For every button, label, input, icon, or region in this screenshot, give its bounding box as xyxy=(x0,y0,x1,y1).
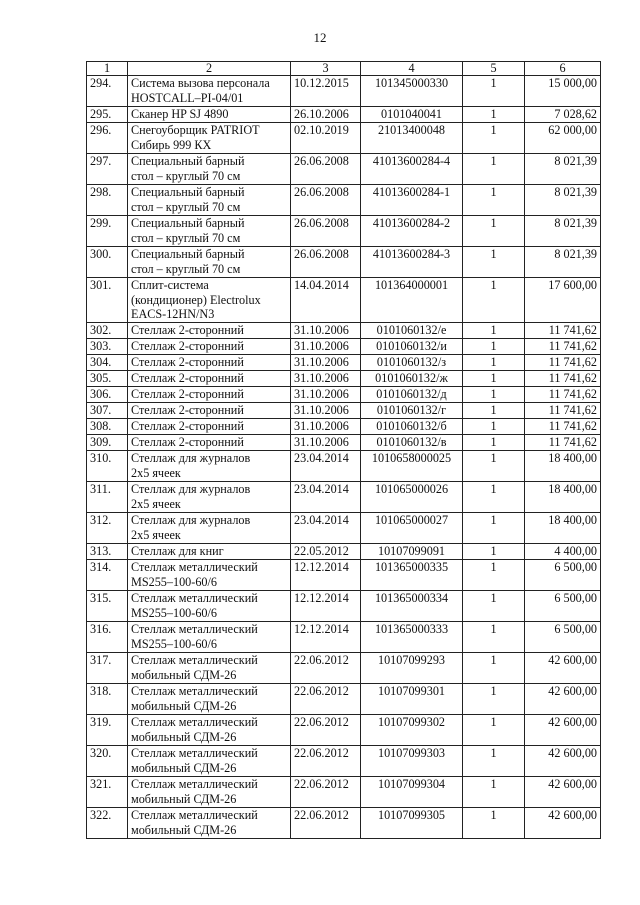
item-name-cell xyxy=(128,544,291,560)
cost-cell: 8 021,39 xyxy=(525,154,601,185)
item-name-line: 2х5 ячеек xyxy=(131,527,181,542)
cost-cell: 4 400,00 xyxy=(525,544,601,560)
item-name-cell xyxy=(128,715,291,746)
row-number-cell: 320. xyxy=(87,746,128,777)
cost-cell: 8 021,39 xyxy=(525,247,601,278)
inventory-number-cell: 41013600284-3 xyxy=(361,247,463,278)
table-row xyxy=(87,482,601,513)
row-number-cell: 302. xyxy=(87,323,128,339)
quantity-cell: 1 xyxy=(463,278,525,323)
date-cell: 31.10.2006 xyxy=(291,323,361,339)
quantity-cell: 1 xyxy=(463,560,525,591)
row-number-cell: 297. xyxy=(87,154,128,185)
row-number-cell: 318. xyxy=(87,684,128,715)
cost-cell: 11 741,62 xyxy=(525,403,601,419)
date-cell: 22.06.2012 xyxy=(291,808,361,839)
item-name-line: Стеллаж металлический xyxy=(131,653,258,667)
item-name-cell xyxy=(128,323,291,339)
table-row xyxy=(87,107,601,123)
item-name-cell xyxy=(128,185,291,216)
quantity-cell: 1 xyxy=(463,403,525,419)
item-name-cell xyxy=(128,247,291,278)
quantity-cell: 1 xyxy=(463,355,525,371)
quantity-cell: 1 xyxy=(463,513,525,544)
row-number-cell: 294. xyxy=(87,76,128,107)
date-cell: 23.04.2014 xyxy=(291,513,361,544)
item-name-cell xyxy=(128,403,291,419)
date-cell: 22.06.2012 xyxy=(291,777,361,808)
quantity-cell: 1 xyxy=(463,419,525,435)
item-name-cell xyxy=(128,123,291,154)
table-row xyxy=(87,387,601,403)
item-name-line: Сплит-система xyxy=(131,278,209,292)
item-name-cell xyxy=(128,216,291,247)
date-cell: 14.04.2014 xyxy=(291,278,361,323)
page-number: 12 xyxy=(313,30,327,45)
item-name-cell xyxy=(128,684,291,715)
item-name-line: Стеллаж 2-сторонний xyxy=(131,403,244,417)
row-number-cell: 309. xyxy=(87,435,128,451)
item-name-line: мобильный СДМ-26 xyxy=(131,791,237,806)
quantity-cell: 1 xyxy=(463,451,525,482)
date-cell: 31.10.2006 xyxy=(291,435,361,451)
item-name-cell xyxy=(128,278,291,323)
inventory-number-cell: 0101060132/б xyxy=(361,419,463,435)
item-name-line: стол – круглый 70 см xyxy=(131,168,241,183)
cost-cell: 42 600,00 xyxy=(525,715,601,746)
inventory-number-cell: 10107099304 xyxy=(361,777,463,808)
table-row xyxy=(87,684,601,715)
item-name-line: мобильный СДМ-26 xyxy=(131,667,237,682)
quantity-cell: 1 xyxy=(463,591,525,622)
row-number-cell: 317. xyxy=(87,653,128,684)
inventory-number-cell: 41013600284-1 xyxy=(361,185,463,216)
cost-cell: 18 400,00 xyxy=(525,482,601,513)
inventory-number-cell: 101365000333 xyxy=(361,622,463,653)
item-name-cell xyxy=(128,777,291,808)
table-row xyxy=(87,355,601,371)
item-name-line: Система вызова персонала xyxy=(131,76,270,90)
quantity-cell: 1 xyxy=(463,482,525,513)
table-row xyxy=(87,746,601,777)
quantity-cell: 1 xyxy=(463,154,525,185)
date-cell: 22.06.2012 xyxy=(291,746,361,777)
inventory-number-cell: 10107099293 xyxy=(361,653,463,684)
item-name-line: Сканер HP SJ 4890 xyxy=(131,107,229,121)
table-row xyxy=(87,154,601,185)
cost-cell: 18 400,00 xyxy=(525,513,601,544)
cost-cell: 15 000,00 xyxy=(525,76,601,107)
column-header: 4 xyxy=(361,62,463,76)
table-row xyxy=(87,591,601,622)
inventory-number-cell: 101365000335 xyxy=(361,560,463,591)
quantity-cell: 1 xyxy=(463,76,525,107)
inventory-number-cell: 0101060132/ж xyxy=(361,371,463,387)
cost-cell: 62 000,00 xyxy=(525,123,601,154)
table-row xyxy=(87,278,601,323)
quantity-cell: 1 xyxy=(463,216,525,247)
column-header: 2 xyxy=(128,62,291,76)
inventory-number-cell: 0101060132/г xyxy=(361,403,463,419)
item-name-line: HOSTCALL–PI-04/01 xyxy=(131,90,244,105)
item-name-line: Специальный барный xyxy=(131,154,245,168)
item-name-line: (кондиционер) Electrolux xyxy=(131,292,261,307)
date-cell: 31.10.2006 xyxy=(291,403,361,419)
item-name-cell xyxy=(128,622,291,653)
item-name-line: Стеллаж металлический xyxy=(131,777,258,791)
cost-cell: 8 021,39 xyxy=(525,216,601,247)
inventory-number-cell: 41013600284-4 xyxy=(361,154,463,185)
item-name-line: мобильный СДМ-26 xyxy=(131,822,237,837)
cost-cell: 42 600,00 xyxy=(525,653,601,684)
inventory-number-cell: 0101060132/и xyxy=(361,339,463,355)
item-name-line: Стеллаж для журналов xyxy=(131,451,251,465)
item-name-line: 2х5 ячеек xyxy=(131,496,181,511)
quantity-cell: 1 xyxy=(463,387,525,403)
row-number-cell: 319. xyxy=(87,715,128,746)
item-name-cell xyxy=(128,371,291,387)
date-cell: 26.06.2008 xyxy=(291,216,361,247)
item-name-line: Стеллаж металлический xyxy=(131,560,258,574)
inventory-number-cell: 0101060132/з xyxy=(361,355,463,371)
row-number-cell: 301. xyxy=(87,278,128,323)
item-name-cell xyxy=(128,808,291,839)
item-name-line: EACS-12HN/N3 xyxy=(131,307,215,321)
item-name-line: Стеллаж металлический xyxy=(131,746,258,760)
quantity-cell: 1 xyxy=(463,185,525,216)
inventory-number-cell: 0101040041 xyxy=(361,107,463,123)
quantity-cell: 1 xyxy=(463,435,525,451)
table-row xyxy=(87,76,601,107)
item-name-line: Стеллаж для книг xyxy=(131,544,224,558)
cost-cell: 42 600,00 xyxy=(525,746,601,777)
table-row xyxy=(87,544,601,560)
row-number-cell: 308. xyxy=(87,419,128,435)
table-row xyxy=(87,419,601,435)
inventory-number-cell: 101365000334 xyxy=(361,591,463,622)
quantity-cell: 1 xyxy=(463,371,525,387)
inventory-number-cell: 41013600284-2 xyxy=(361,216,463,247)
date-cell: 23.04.2014 xyxy=(291,482,361,513)
cost-cell: 18 400,00 xyxy=(525,451,601,482)
item-name-line: MS255–100-60/6 xyxy=(131,636,217,651)
table-row xyxy=(87,560,601,591)
inventory-number-cell: 101065000027 xyxy=(361,513,463,544)
item-name-line: Стеллаж 2-сторонний xyxy=(131,323,244,337)
quantity-cell: 1 xyxy=(463,323,525,339)
item-name-line: Стеллаж 2-сторонний xyxy=(131,419,244,433)
table-row xyxy=(87,808,601,839)
row-number-cell: 305. xyxy=(87,371,128,387)
item-name-line: Стеллаж 2-сторонний xyxy=(131,371,244,385)
row-number-cell: 299. xyxy=(87,216,128,247)
cost-cell: 11 741,62 xyxy=(525,323,601,339)
row-number-cell: 296. xyxy=(87,123,128,154)
table-row xyxy=(87,371,601,387)
row-number-cell: 295. xyxy=(87,107,128,123)
date-cell: 12.12.2014 xyxy=(291,591,361,622)
row-number-cell: 300. xyxy=(87,247,128,278)
quantity-cell: 1 xyxy=(463,622,525,653)
table-body xyxy=(87,76,601,839)
quantity-cell: 1 xyxy=(463,107,525,123)
table-row xyxy=(87,123,601,154)
cost-cell: 6 500,00 xyxy=(525,622,601,653)
date-cell: 26.06.2008 xyxy=(291,154,361,185)
date-cell: 26.10.2006 xyxy=(291,107,361,123)
item-name-line: Снегоуборщик PATRIOT xyxy=(131,123,260,137)
item-name-line: Стеллаж 2-сторонний xyxy=(131,435,244,449)
item-name-line: Стеллаж 2-сторонний xyxy=(131,339,244,353)
table-row xyxy=(87,653,601,684)
item-name-line: Стеллаж металлический xyxy=(131,622,258,636)
inventory-number-cell: 1010658000025 xyxy=(361,451,463,482)
inventory-table xyxy=(86,61,601,839)
header-row xyxy=(87,62,601,76)
item-name-line: мобильный СДМ-26 xyxy=(131,729,237,744)
item-name-cell xyxy=(128,339,291,355)
cost-cell: 11 741,62 xyxy=(525,371,601,387)
inventory-number-cell: 0101060132/д xyxy=(361,387,463,403)
cost-cell: 6 500,00 xyxy=(525,591,601,622)
item-name-line: MS255–100-60/6 xyxy=(131,574,217,589)
item-name-cell xyxy=(128,154,291,185)
date-cell: 31.10.2006 xyxy=(291,355,361,371)
cost-cell: 11 741,62 xyxy=(525,339,601,355)
quantity-cell: 1 xyxy=(463,123,525,154)
item-name-line: Специальный барный xyxy=(131,216,245,230)
inventory-number-cell: 10107099302 xyxy=(361,715,463,746)
column-header: 6 xyxy=(525,62,601,76)
row-number-cell: 321. xyxy=(87,777,128,808)
item-name-cell xyxy=(128,746,291,777)
table-row xyxy=(87,339,601,355)
date-cell: 31.10.2006 xyxy=(291,339,361,355)
date-cell: 31.10.2006 xyxy=(291,387,361,403)
table-row xyxy=(87,513,601,544)
item-name-cell xyxy=(128,653,291,684)
item-name-line: Стеллаж металлический xyxy=(131,591,258,605)
quantity-cell: 1 xyxy=(463,247,525,278)
item-name-line: MS255–100-60/6 xyxy=(131,605,217,620)
cost-cell: 11 741,62 xyxy=(525,419,601,435)
date-cell: 26.06.2008 xyxy=(291,247,361,278)
item-name-cell xyxy=(128,560,291,591)
date-cell: 10.12.2015 xyxy=(291,76,361,107)
cost-cell: 11 741,62 xyxy=(525,435,601,451)
item-name-line: стол – круглый 70 см xyxy=(131,230,241,245)
item-name-line: Стеллаж для журналов xyxy=(131,513,251,527)
item-name-line: стол – круглый 70 см xyxy=(131,261,241,276)
row-number-cell: 322. xyxy=(87,808,128,839)
table-row xyxy=(87,247,601,278)
row-number-cell: 313. xyxy=(87,544,128,560)
quantity-cell: 1 xyxy=(463,544,525,560)
item-name-line: мобильный СДМ-26 xyxy=(131,760,237,775)
item-name-line: Стеллаж 2-сторонний xyxy=(131,387,244,401)
item-name-cell xyxy=(128,482,291,513)
item-name-line: Сибирь 999 КХ xyxy=(131,137,212,152)
item-name-line: Специальный барный xyxy=(131,185,245,199)
table-row xyxy=(87,403,601,419)
row-number-cell: 314. xyxy=(87,560,128,591)
row-number-cell: 298. xyxy=(87,185,128,216)
date-cell: 22.05.2012 xyxy=(291,544,361,560)
quantity-cell: 1 xyxy=(463,684,525,715)
item-name-cell xyxy=(128,591,291,622)
date-cell: 22.06.2012 xyxy=(291,653,361,684)
item-name-cell xyxy=(128,513,291,544)
item-name-line: Стеллаж металлический xyxy=(131,684,258,698)
cost-cell: 6 500,00 xyxy=(525,560,601,591)
row-number-cell: 306. xyxy=(87,387,128,403)
row-number-cell: 316. xyxy=(87,622,128,653)
item-name-line: мобильный СДМ-26 xyxy=(131,698,237,713)
item-name-cell xyxy=(128,435,291,451)
row-number-cell: 310. xyxy=(87,451,128,482)
inventory-number-cell: 21013400048 xyxy=(361,123,463,154)
date-cell: 02.10.2019 xyxy=(291,123,361,154)
date-cell: 12.12.2014 xyxy=(291,560,361,591)
row-number-cell: 312. xyxy=(87,513,128,544)
inventory-number-cell: 0101060132/в xyxy=(361,435,463,451)
date-cell: 12.12.2014 xyxy=(291,622,361,653)
row-number-cell: 303. xyxy=(87,339,128,355)
inventory-number-cell: 10107099301 xyxy=(361,684,463,715)
quantity-cell: 1 xyxy=(463,746,525,777)
date-cell: 22.06.2012 xyxy=(291,715,361,746)
inventory-number-cell: 0101060132/e xyxy=(361,323,463,339)
date-cell: 23.04.2014 xyxy=(291,451,361,482)
quantity-cell: 1 xyxy=(463,653,525,684)
date-cell: 26.06.2008 xyxy=(291,185,361,216)
cost-cell: 11 741,62 xyxy=(525,355,601,371)
item-name-cell xyxy=(128,107,291,123)
table-row xyxy=(87,451,601,482)
item-name-cell xyxy=(128,387,291,403)
table-row xyxy=(87,435,601,451)
inventory-number-cell: 10107099305 xyxy=(361,808,463,839)
table-row xyxy=(87,715,601,746)
cost-cell: 17 600,00 xyxy=(525,278,601,323)
quantity-cell: 1 xyxy=(463,777,525,808)
quantity-cell: 1 xyxy=(463,339,525,355)
date-cell: 22.06.2012 xyxy=(291,684,361,715)
row-number-cell: 311. xyxy=(87,482,128,513)
cost-cell: 42 600,00 xyxy=(525,684,601,715)
inventory-number-cell: 101364000001 xyxy=(361,278,463,323)
item-name-line: Стеллаж 2-сторонний xyxy=(131,355,244,369)
item-name-cell xyxy=(128,355,291,371)
cost-cell: 11 741,62 xyxy=(525,387,601,403)
inventory-number-cell: 101065000026 xyxy=(361,482,463,513)
table-row xyxy=(87,323,601,339)
item-name-line: стол – круглый 70 см xyxy=(131,199,241,214)
item-name-line: 2х5 ячеек xyxy=(131,465,181,480)
row-number-cell: 304. xyxy=(87,355,128,371)
inventory-number-cell: 101345000330 xyxy=(361,76,463,107)
row-number-cell: 307. xyxy=(87,403,128,419)
item-name-cell xyxy=(128,451,291,482)
inventory-number-cell: 10107099091 xyxy=(361,544,463,560)
column-header: 1 xyxy=(87,62,128,76)
table-row xyxy=(87,216,601,247)
date-cell: 31.10.2006 xyxy=(291,419,361,435)
item-name-line: Стеллаж для журналов xyxy=(131,482,251,496)
column-header: 3 xyxy=(291,62,361,76)
table-row xyxy=(87,185,601,216)
quantity-cell: 1 xyxy=(463,715,525,746)
item-name-line: Стеллаж металлический xyxy=(131,715,258,729)
table-row xyxy=(87,622,601,653)
table-row xyxy=(87,777,601,808)
item-name-line: Стеллаж металлический xyxy=(131,808,258,822)
row-number-cell: 315. xyxy=(87,591,128,622)
item-name-cell xyxy=(128,419,291,435)
item-name-cell xyxy=(128,76,291,107)
column-header: 5 xyxy=(463,62,525,76)
inventory-number-cell: 10107099303 xyxy=(361,746,463,777)
cost-cell: 42 600,00 xyxy=(525,808,601,839)
cost-cell: 7 028,62 xyxy=(525,107,601,123)
cost-cell: 42 600,00 xyxy=(525,777,601,808)
quantity-cell: 1 xyxy=(463,808,525,839)
item-name-line: Специальный барный xyxy=(131,247,245,261)
date-cell: 31.10.2006 xyxy=(291,371,361,387)
cost-cell: 8 021,39 xyxy=(525,185,601,216)
